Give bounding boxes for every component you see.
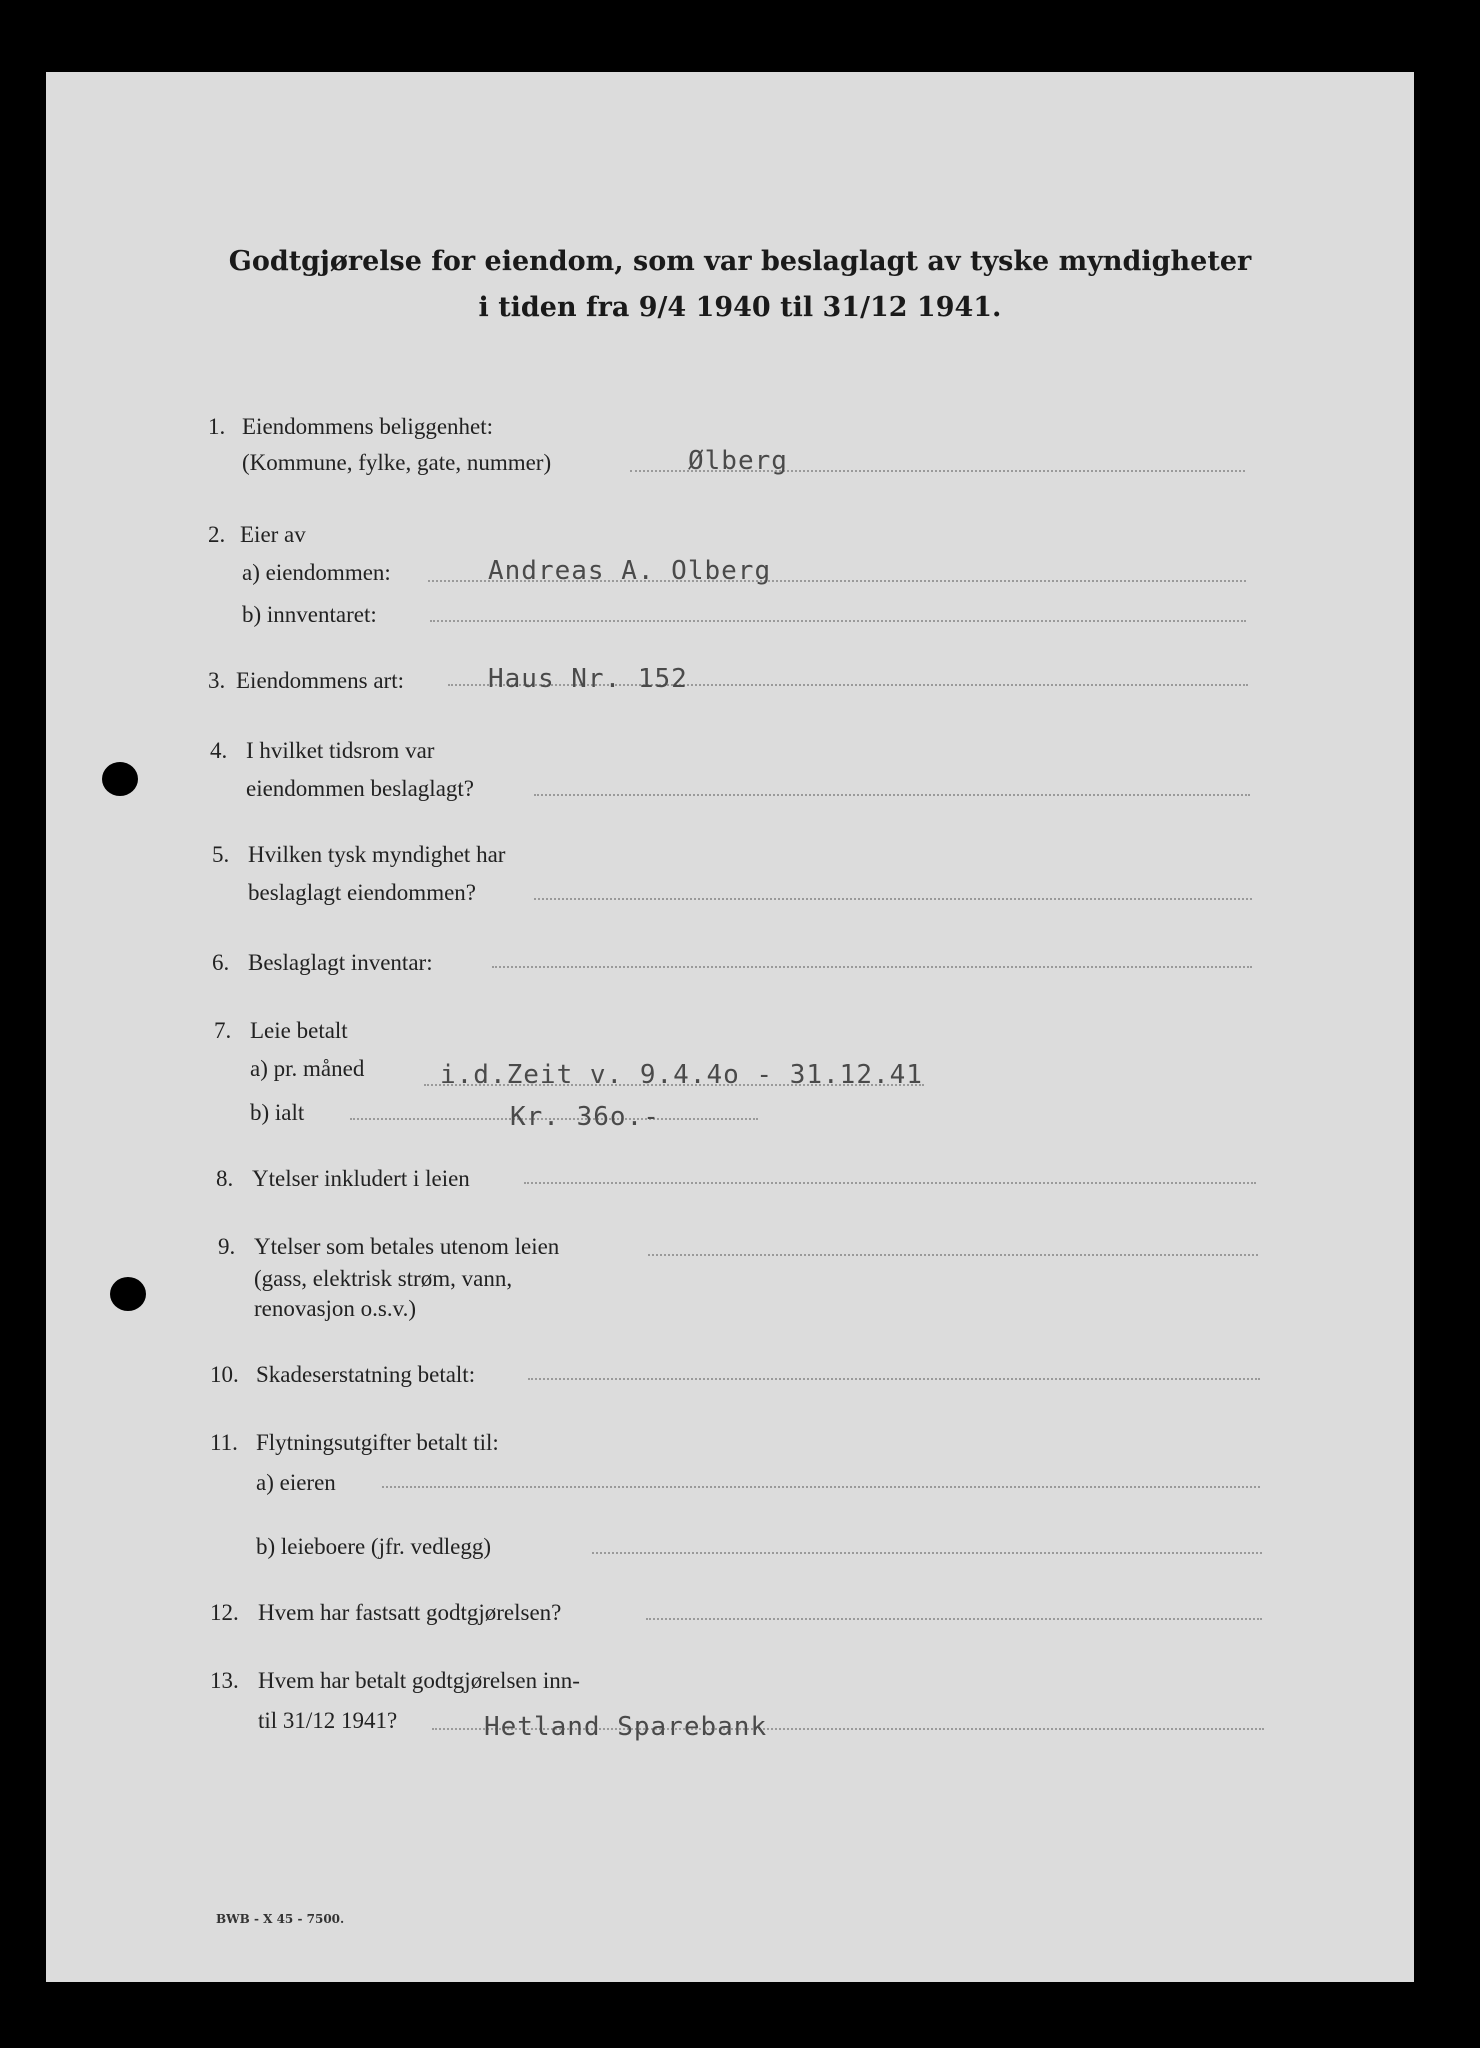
print-code: BWB - X 45 - 7500. — [216, 1912, 345, 1926]
item-3-answer: Haus Nr. 152 — [488, 664, 688, 694]
item-12-line — [646, 1618, 1262, 1620]
item-5-number: 5. — [212, 842, 230, 867]
item-7a-label: a) pr. måned — [250, 1056, 365, 1081]
punch-hole — [110, 1277, 146, 1311]
item-2b-label: b) innventaret: — [242, 602, 377, 627]
item-8-label: Ytelser inkludert i leien — [252, 1166, 470, 1191]
item-4-label: I hvilket tidsrom var — [246, 738, 435, 763]
item-11-number: 11. — [210, 1430, 238, 1455]
item-9-line — [648, 1254, 1258, 1256]
item-5-sublabel: beslaglagt eiendommen? — [248, 880, 477, 905]
item-5-line — [534, 898, 1252, 900]
item-5-label: Hvilken tysk myndighet har — [248, 842, 506, 867]
item-6-label: Beslaglagt inventar: — [248, 950, 433, 975]
item-1-label: Eiendommens beliggenhet: — [242, 414, 494, 439]
item-11a-line — [382, 1486, 1260, 1488]
item-11-label: Flytningsutgifter betalt til: — [256, 1430, 499, 1455]
item-1-number: 1. — [208, 414, 226, 439]
item-12-number: 12. — [210, 1600, 239, 1625]
punch-hole — [102, 762, 138, 796]
item-2a-label: a) eiendommen: — [242, 560, 391, 585]
item-4-number: 4. — [210, 738, 228, 763]
item-3-label: Eiendommens art: — [236, 668, 404, 693]
item-11b-line — [592, 1552, 1262, 1554]
item-6-line — [492, 966, 1252, 968]
item-7b-answer: Kr. 36o.- — [510, 1102, 660, 1132]
item-10-line — [528, 1378, 1260, 1380]
form-title-line2: i tiden fra 9/4 1940 til 31/12 1941. — [478, 292, 1002, 323]
item-2-number: 2. — [208, 522, 226, 547]
item-13-label: Hvem har betalt godtgjørelsen inn- — [258, 1668, 580, 1693]
item-2-label: Eier av — [240, 522, 306, 547]
item-7a-answer: i.d.Zeit v. 9.4.4o - 31.12.41 — [440, 1060, 923, 1090]
item-9-label: Ytelser som betales utenom leien — [254, 1234, 560, 1259]
item-1-sublabel: (Kommune, fylke, gate, nummer) — [242, 450, 552, 475]
item-13-answer: Hetland Sparebank — [484, 1712, 768, 1742]
item-7-label: Leie betalt — [250, 1018, 348, 1043]
item-7b-label: b) ialt — [250, 1100, 305, 1125]
item-4-line — [534, 794, 1250, 796]
item-6-number: 6. — [212, 950, 230, 975]
item-7-number: 7. — [214, 1018, 232, 1043]
item-2a-answer: Andreas A. Olberg — [488, 556, 772, 586]
item-9-sublabel-1: (gass, elektrisk strøm, vann, — [254, 1266, 513, 1291]
item-11a-label: a) eieren — [256, 1470, 336, 1495]
item-12-label: Hvem har fastsatt godtgjørelsen? — [258, 1600, 562, 1625]
item-4-sublabel: eiendommen beslaglagt? — [246, 776, 475, 801]
item-13-number: 13. — [210, 1668, 239, 1693]
item-9-number: 9. — [218, 1234, 236, 1259]
item-10-number: 10. — [210, 1362, 239, 1387]
item-9-sublabel-2: renovasjon o.s.v.) — [254, 1296, 417, 1321]
item-8-number: 8. — [216, 1166, 234, 1191]
item-11b-label: b) leieboere (jfr. vedlegg) — [256, 1534, 491, 1559]
form-title-line1: Godtgjørelse for eiendom, som var beslaglagt av tyske myndigheter — [228, 246, 1252, 277]
item-10-label: Skadeserstatning betalt: — [256, 1362, 476, 1387]
item-2b-line — [430, 620, 1246, 622]
item-3-number: 3. — [208, 668, 226, 693]
item-1-answer: Ølberg — [688, 446, 788, 476]
item-8-line — [524, 1182, 1256, 1184]
item-13-sublabel: til 31/12 1941? — [258, 1708, 398, 1733]
